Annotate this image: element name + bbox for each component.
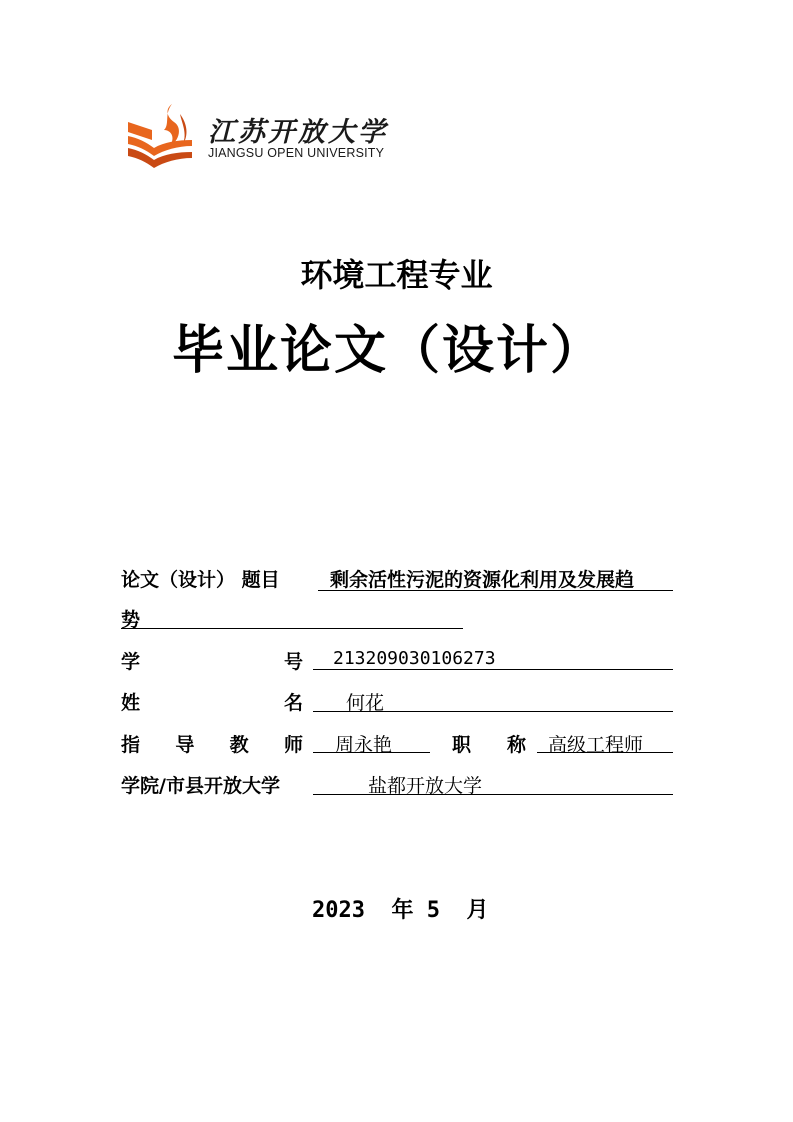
student-id-row	[121, 647, 303, 674]
advisor-value: 周永艳	[335, 734, 393, 756]
date-year-unit: 年	[391, 898, 414, 923]
date-line	[312, 893, 489, 924]
name-label: 姓名	[121, 692, 303, 714]
major-heading: 环境工程专业	[300, 256, 493, 294]
date-year: 2023	[312, 898, 365, 923]
name-row	[121, 688, 303, 715]
logo-english-name: JIANGSU OPEN UNIVERSITY	[208, 146, 385, 160]
logo-chinese-name: 江苏开放大学	[208, 117, 388, 148]
job-title-value: 高级工程师	[548, 734, 644, 756]
university-logo	[124, 100, 414, 175]
student-id-label: 学号	[121, 651, 303, 673]
college-value: 盐都开放大学	[368, 775, 483, 797]
topic-label: 论文（设计） 题目	[121, 569, 280, 591]
date-month: 5	[426, 898, 440, 923]
date-month-unit: 月	[466, 898, 489, 923]
college-underline	[313, 770, 673, 795]
job-title-row	[452, 730, 526, 757]
flame-book-logo-icon	[124, 100, 196, 172]
advisor-label: 指导教师	[121, 734, 303, 756]
topic-underline-2	[121, 604, 463, 629]
advisor-row	[121, 730, 303, 757]
job-title-label: 职 称	[452, 734, 526, 756]
topic-value-line2: 势	[121, 609, 141, 631]
topic-value-line1: 剩余活性污泥的资源化利用及发展趋	[330, 569, 635, 591]
student-id-value: 213209030106273	[333, 648, 496, 669]
document-title: 毕业论文（设计）	[172, 321, 605, 381]
name-value: 何花	[346, 692, 385, 714]
college-label: 学院/市县开放大学	[121, 775, 280, 797]
